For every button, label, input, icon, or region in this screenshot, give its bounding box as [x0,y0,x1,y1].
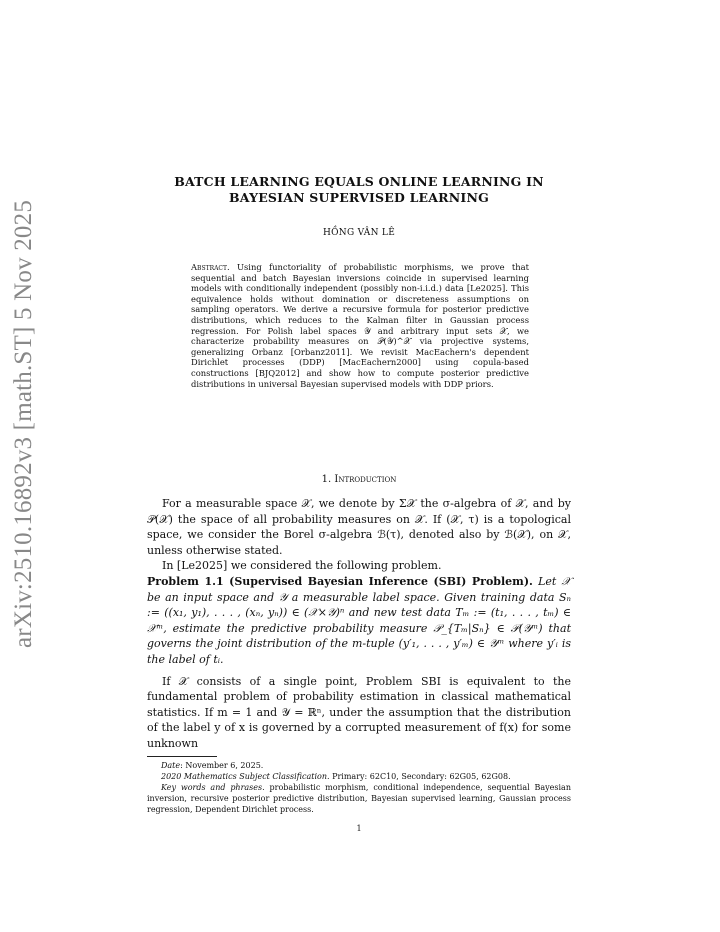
paragraph-3: If 𝒳 consists of a single point, Problem SBI is equivalent to the fundamental problem of probability estimation in classical mathematical statistics. If m = 1 and 𝒴 = ℝⁿ, under the assumption that the distribution of the label y of x is governed by a corrupted measurement of f(x) for some unknown [147,674,571,750]
problem-head: Problem 1.1 (Supervised Bayesian Inference (SBI) Problem). [147,574,533,588]
footnotes [147,760,571,815]
date-value: : November 6, 2025. [180,761,264,770]
keywords-label: Key words and phrases. [161,783,265,792]
body-text [147,496,571,752]
msc-value: Primary: 62C10, Secondary: 62G05, 62G08. [329,772,511,781]
section-title: Introduction [334,474,397,485]
title-line-2: BAYESIAN SUPERVISED LEARNING [229,190,489,205]
footnote-msc [147,771,571,782]
abstract [191,262,529,389]
footnote-keywords [147,782,571,815]
msc-label: 2020 Mathematics Subject Classification. [161,772,330,781]
page-number: 1 [356,824,362,833]
abstract-label: Abstract. [191,262,230,272]
section-heading [147,474,571,485]
problem-text: Let 𝒳 be an input space and 𝒴 a measurable label space. Given training data Sₙ := ((x₁, y₁), . . . , (xₙ, yₙ)) ∈ (𝒳×𝒴)ⁿ and new test data Tₘ := (t₁, . . . , tₘ) ∈ 𝒳ᵐ, estimate the predictive probability measure 𝒫_{Tₘ|Sₙ} ∈ 𝒫(𝒴ᵐ) that governs the joint distribution of the m-tuple (y′₁, . . . , y′ₘ) ∈ 𝒴ᵐ where y′ᵢ is the label of tᵢ. [147,574,571,666]
abstract-text: Using functoriality of probabilistic morphisms, we prove that sequential and batch Bayesian inversions coincide in supervised learning models with conditionally independent (possibly non-i.i.d.) data [Le2025]. This equivalence holds without domination or discreteness assumptions on sampling operators. We derive a recursive formula for posterior predictive distributions, which reduces to the Kalman filter in Gaussian process regression. For Polish label spaces 𝒴 and arbitrary input sets 𝒳, we characterize probability measures on 𝒫(𝒴)^𝒳 via projective systems, generalizing Orbanz [Orbanz2011]. We revisit MacEachern's dependent Dirichlet processes (DDP) [MacEachern2000] using copula-based constructions [BJQ2012] and show how to compute posterior predictive distributions in universal Bayesian supervised models with DDP priors. [191,262,529,389]
paper-title [147,174,571,206]
arxiv-stamp: arXiv:2510.16892v3 [math.ST] 5 Nov 2025 [10,199,37,648]
keywords-value: probabilistic morphism, conditional independence, sequential Bayesian inversion, recursive posterior predictive distribution, Bayesian supervised learning, Gaussian process regression, Dependent Dirichlet process. [147,783,571,814]
title-line-1: BATCH LEARNING EQUALS ONLINE LEARNING IN [174,174,544,189]
section-number: 1. [321,474,332,485]
paragraph-2: In [Le2025] we considered the following problem. [162,559,442,573]
paragraph-1: For a measurable space 𝒳, we denote by Σ𝒳 the σ-algebra of 𝒳, and by 𝒫(𝒳) the space of all probability measures on 𝒳. If (𝒳, τ) is a topological space, we consider the Borel σ-algebra ℬ(τ), denoted also by ℬ(𝒳), on 𝒳, unless otherwise stated. [147,497,571,557]
footnote-date [147,760,571,771]
author: HỒNG VÂN LÊ [322,228,396,238]
problem-statement [147,574,571,668]
footnote-rule [147,756,217,757]
date-label: Date [161,761,181,770]
